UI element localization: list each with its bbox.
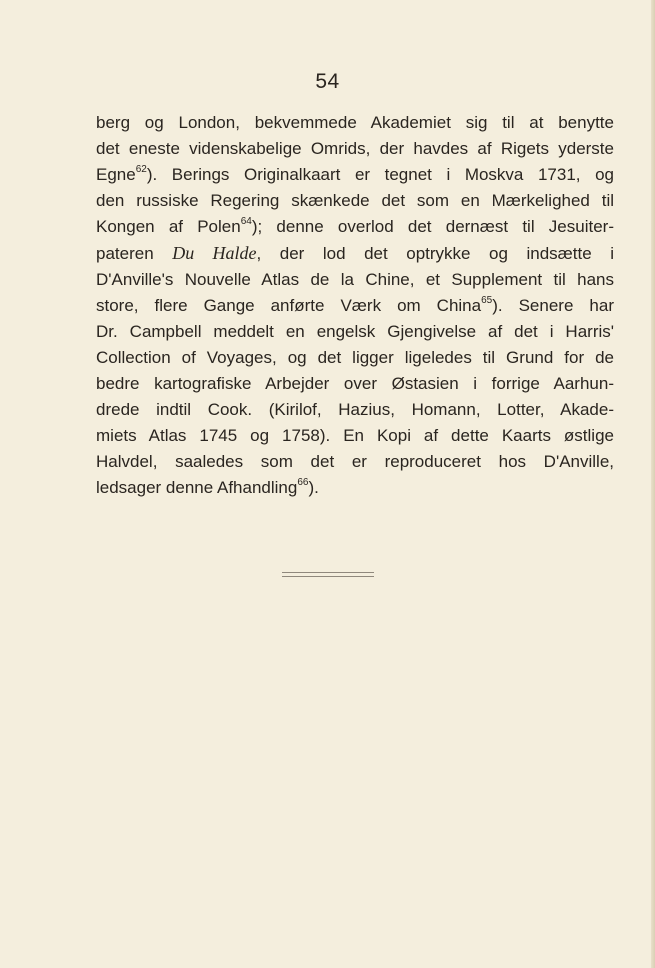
footnote-marker: 66	[297, 477, 309, 489]
footnote-marker: 65	[481, 295, 493, 307]
text-line	[96, 188, 614, 214]
text-segment: store, flere Gange anførte Værk om China	[96, 296, 482, 315]
section-divider-line-2	[282, 576, 374, 577]
text-segment: , der lod det optrykke og indsætte i	[256, 244, 615, 263]
italic-name: Du Halde	[172, 243, 257, 263]
text-line	[96, 397, 614, 423]
text-line	[96, 240, 614, 267]
text-line	[96, 319, 614, 345]
text-segment: ). Senere har	[492, 296, 614, 315]
text-line	[96, 345, 614, 371]
text-segment: berg og London, bekvemmede Akademiet sig til at benytte	[96, 113, 614, 132]
text-segment: Collection of Voyages, og det ligger ligeledes til Grund for de	[96, 348, 614, 367]
text-segment: det eneste videnskabelige Omrids, der havdes af Rigets yderste	[96, 139, 614, 158]
text-segment: den russiske Regering skænkede det som en Mærkelighed til	[96, 191, 614, 210]
page-number: 54	[315, 70, 340, 93]
text-line	[96, 475, 614, 501]
text-line	[96, 423, 614, 449]
text-segment: ledsager denne Afhandling	[96, 478, 298, 497]
text-segment: pateren	[96, 244, 173, 263]
text-segment: D'Anville's Nouvelle Atlas de la Chine, et Supplement til hans	[96, 270, 614, 289]
text-line	[96, 449, 614, 475]
text-line	[96, 214, 614, 240]
page-edge	[651, 0, 655, 968]
text-line	[96, 110, 614, 136]
footnote-marker: 64	[240, 216, 252, 228]
text-line	[96, 162, 614, 188]
text-line	[96, 136, 614, 162]
text-segment: Dr. Campbell meddelt en engelsk Gjengivelse af det i Harris'	[96, 322, 614, 341]
text-segment: miets Atlas 1745 og 1758). En Kopi af dette Kaarts østlige	[96, 426, 614, 445]
text-line	[96, 371, 614, 397]
text-line	[96, 293, 614, 319]
section-divider-line-1	[282, 572, 374, 573]
text-segment: Halvdel, saaledes som det er reproduceret hos D'Anville,	[96, 452, 614, 471]
text-segment: ); denne overlod det dernæst til Jesuiter-	[251, 217, 614, 236]
text-segment: Egne	[96, 165, 136, 184]
text-segment: ).	[308, 478, 319, 497]
text-line	[96, 267, 614, 293]
text-segment: ). Berings Originalkaart er tegnet i Moskva 1731, og	[146, 165, 614, 184]
text-segment: bedre kartografiske Arbejder over Østasien i forrige Aarhun-	[96, 374, 614, 393]
text-segment: Kongen af Polen	[96, 217, 241, 236]
text-segment: drede indtil Cook. (Kirilof, Hazius, Homann, Lotter, Akade-	[96, 400, 614, 419]
footnote-marker: 62	[135, 164, 147, 176]
body-paragraph	[96, 110, 614, 501]
